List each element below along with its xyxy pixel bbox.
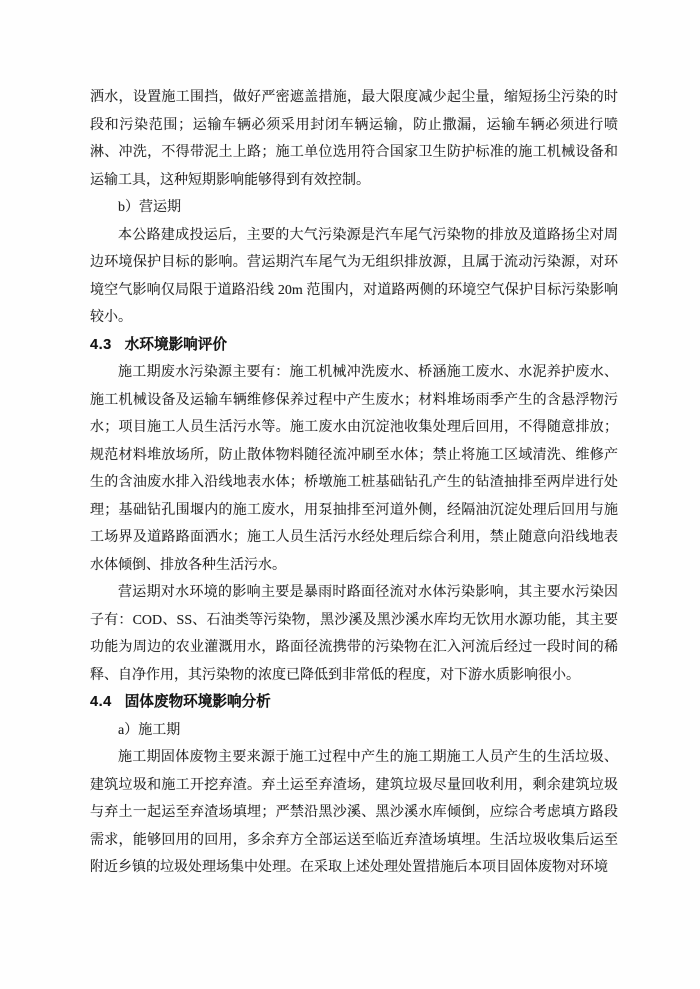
label-construction-period-a: a）施工期: [118, 722, 181, 738]
heading-title-solid-waste: 固体废物环境影响分析: [124, 694, 271, 710]
heading-solid-waste: [90, 689, 618, 717]
page-text-block: [90, 84, 618, 882]
heading-number-4-3: 4.3: [90, 336, 112, 353]
heading-water-environment: [90, 332, 618, 360]
paragraph-construction-wastewater: 施工期废水污染源主要有：施工机械冲洗废水、桥涵施工废水、水泥养护废水、施工机械设备及运输车辆维修保养过程中产生废水；材料堆场雨季产生的含悬浮物污水；项目施工人员生活污水等。施工废水由沉淀池收集处理后回用，不得随意排放；规范材料堆放场所，防止散体物料随径流冲刷至水体；禁止将施工区域清洗、维修产生的含油废水排入沿线地表水体；桥墩施工桩基础钻孔产生的钻渣抽排至两岸进行处理；基础钻孔围堰内的施工废水，用泵抽排至河道外侧，经隔油沉淀处理后回用与施工场界及道路路面洒水；施工人员生活污水经处理后综合利用，禁止随意向沿线地表水体倾倒、排放各种生活污水。: [90, 365, 618, 573]
heading-title-water-environment: 水环境影响评价: [124, 336, 227, 353]
label-operation-period-b: b）营运期: [118, 200, 181, 215]
paragraph-dust-control-measures: 洒水，设置施工围挡，做好严密遮盖措施，最大限度减少起尘量，缩短扬尘污染的时段和污染范围；运输车辆必须采用封闭车辆运输，防止撒漏，运输车辆必须进行喷淋、冲洗，不得带泥土上路；施工单位选用符合国家卫生防护标准的施工机械设备和运输工具，这种短期影响能够得到有效控制。: [90, 90, 618, 188]
paragraph-operation-air-impact: 本公路建成投运后，主要的大气污染源是汽车尾气污染物的排放及道路扬尘对周边环境保护目标的影响。营运期汽车尾气为无组织排放源，且属于流动污染源，对环境空气影响仅局限于道路沿线 20m 范围内，对道路两侧的环境空气保护目标污染影响较小。: [90, 227, 618, 325]
heading-number-4-4: 4.4: [90, 694, 112, 710]
paragraph-operation-runoff: 营运期对水环境的影响主要是暴雨时路面径流对水体污染影响，其主要水污染因子有：COD、SS、石油类等污染物，黑沙溪及黑沙溪水库均无饮用水源功能，其主要功能为周边的农业灌溉用水，路面径流携带的污染物在汇入河流后经过一段时间的稀释、自净作用，其污染物的浓度已降低到非常低的程度，对下游水质影响很小。: [90, 585, 618, 683]
paragraph-construction-solid-waste: 施工期固体废物主要来源于施工过程中产生的施工期施工人员产生的生活垃圾、建筑垃圾和施工开挖弃渣。弃土运至弃渣场，建筑垃圾尽量回收利用，剩余建筑垃圾与弃土一起运至弃渣场填埋；严禁沿黑沙溪、黑沙溪水库倾倒，应综合考虑填方路段需求，能够回用的回用，多余弃方全部运送至临近弃渣场填埋。生活垃圾收集后运至附近乡镇的垃圾处理场集中处理。在采取上述处理处置措施后本项目固体废物对环境: [90, 750, 618, 875]
